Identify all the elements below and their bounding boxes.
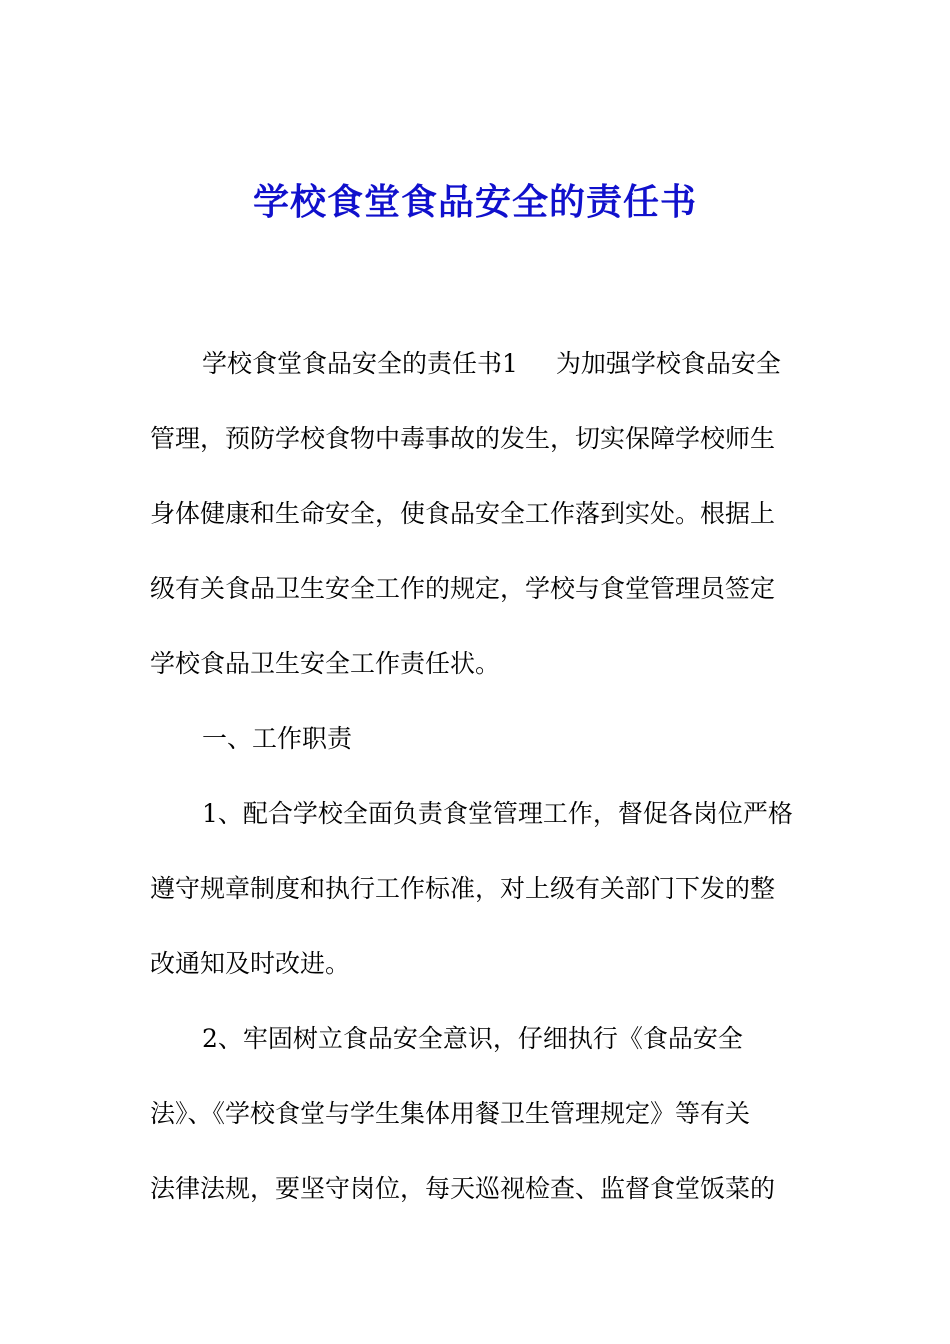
document-body [150,326,810,1226]
text-line: 改通知及时改进。 [150,949,351,978]
text-line: 一、工作职责 [202,724,353,753]
text-line: 学校食品卫生安全工作责任状。 [150,649,501,678]
text-line: 2、牢固树立食品安全意识，仔细执行《食品安全 [202,1024,743,1053]
text-line: 法律法规，要坚守岗位，每天巡视检查、监督食堂饭菜的 [150,1174,776,1203]
paragraph-item-2 [150,1001,810,1226]
text-line: 遵守规章制度和执行工作标准，对上级有关部门下发的整 [150,874,776,903]
heading-inline: 学校食堂食品安全的责任书1 [202,349,518,378]
text-line: 管理，预防学校食物中毒事故的发生，切实保障学校师生 [150,424,776,453]
text-line: 级有关食品卫生安全工作的规定，学校与食堂管理员签定 [150,574,776,603]
paragraph-item-1 [150,776,810,1001]
text-line: 1、配合学校全面负责食堂管理工作，督促各岗位严格 [202,799,793,828]
text-line: 身体健康和生命安全，使食品安全工作落到实处。根据上 [150,499,776,528]
paragraph-intro [150,326,810,701]
text-line [150,326,810,401]
text-line: 法》、《学校食堂与学生集体用餐卫生管理规定》等有关 [150,1099,751,1128]
section-heading [150,701,810,776]
text-inline: 为加强学校食品安全 [555,349,781,378]
document-title: 学校食堂食品安全的责任书 [252,181,697,223]
